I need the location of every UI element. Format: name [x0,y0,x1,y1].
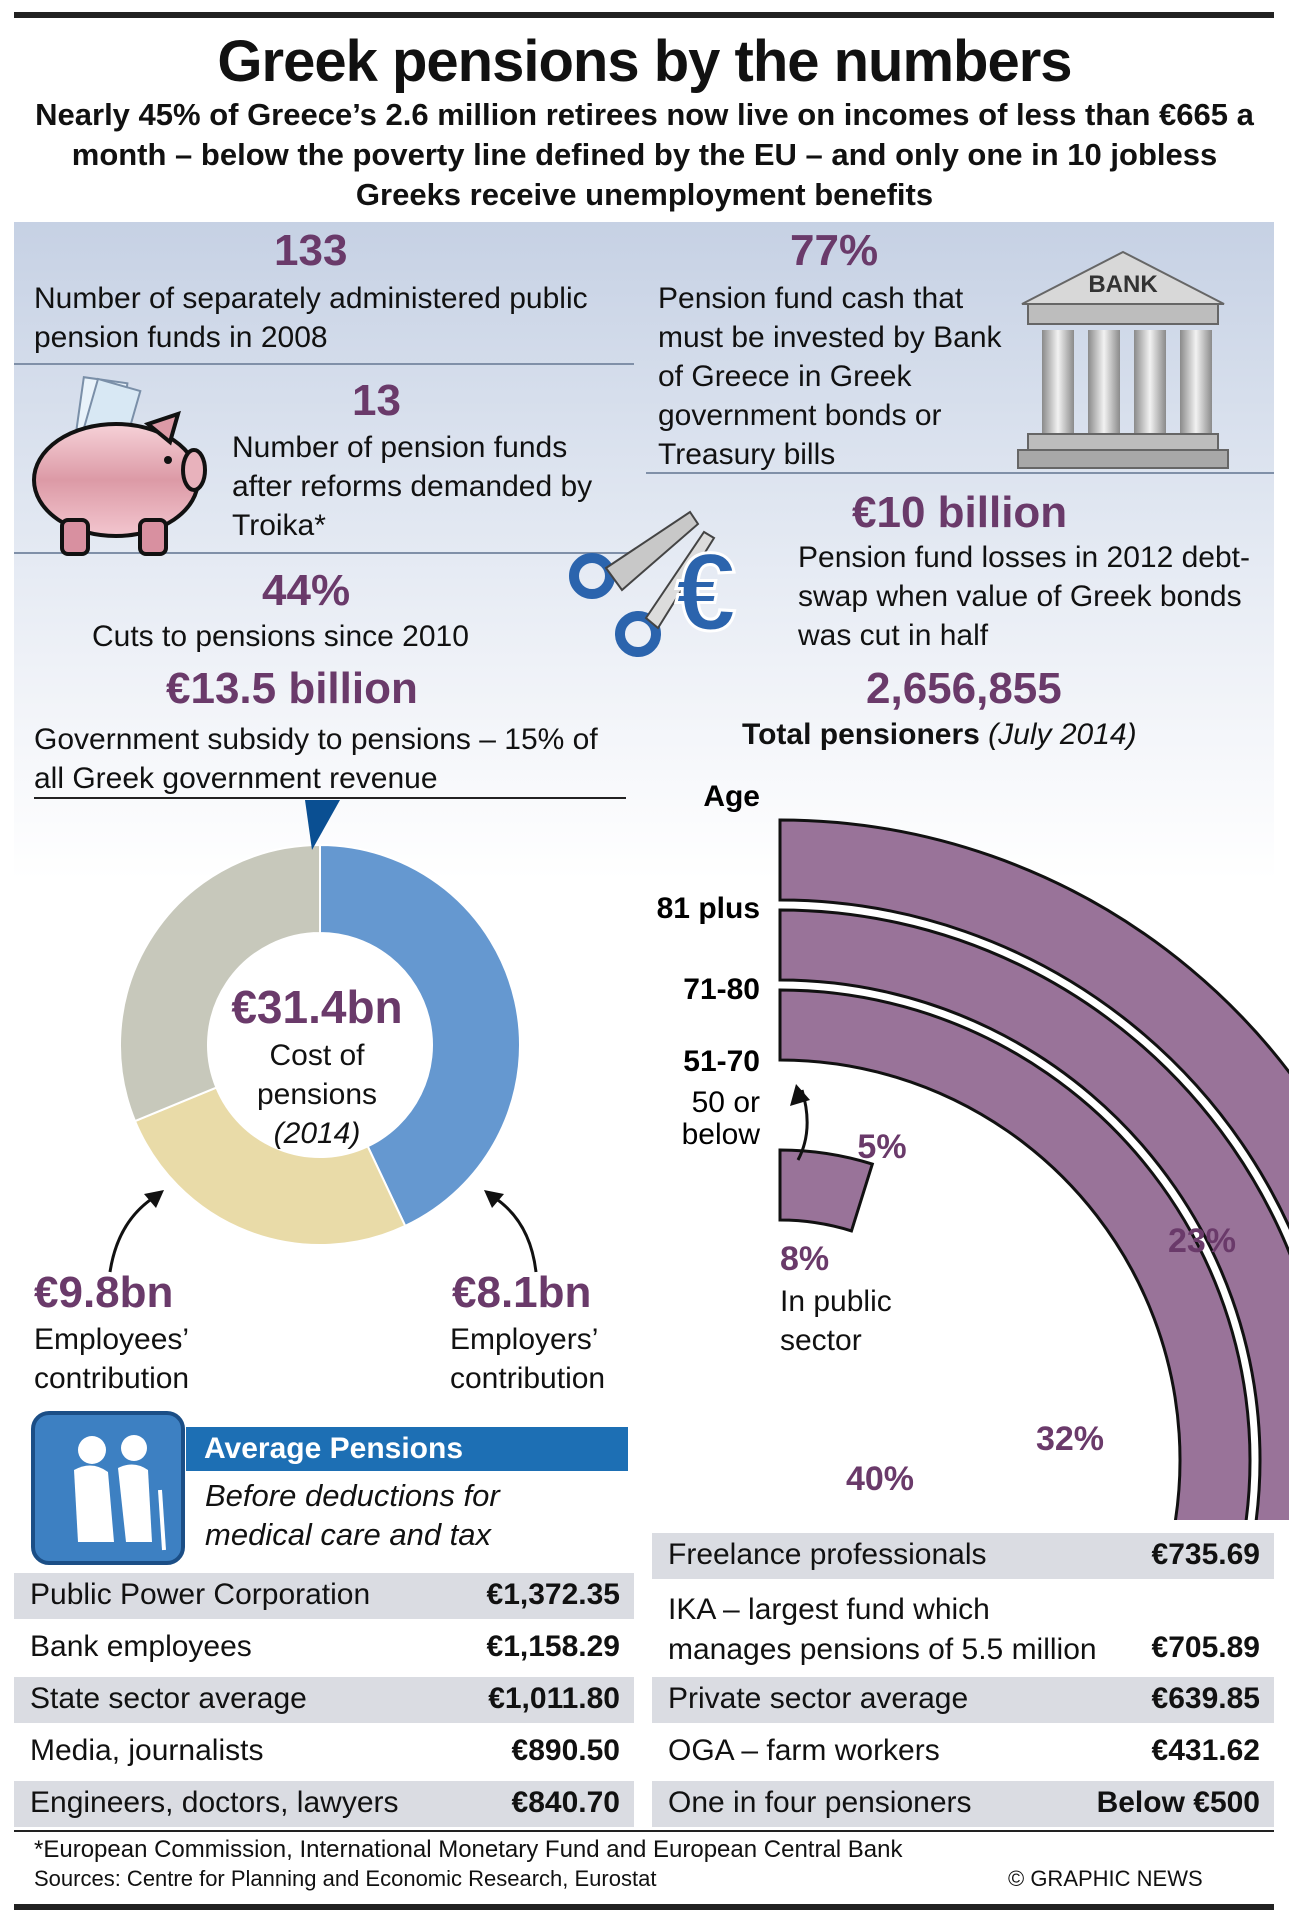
table-row [652,1677,1274,1723]
pension-group: Freelance professionals [668,1538,987,1571]
footnote: *European Commission, International Monetary Fund and European Central Bank [34,1836,903,1863]
pensioners-total: 2,656,855 [866,664,1062,713]
invested-text: Pension fund cash that must be invested by Bank of Greece in Greek government bonds or Treasury bills [658,282,1002,471]
invested-value: 77% [790,226,879,275]
elderly-couple-icon [30,1410,186,1566]
employees-text: Employees’ contribution [34,1323,190,1395]
subtitle-line-1: Before deductions for [205,1478,500,1513]
pension-group: State sector average [30,1682,307,1715]
pension-amount: €840.70 [511,1786,620,1819]
pension-group: Bank employees [30,1630,252,1663]
sources: Sources: Centre for Planning and Economic Research, Eurostat [34,1866,657,1891]
euro-symbol: € [675,531,737,654]
pension-amount: €431.62 [1151,1734,1260,1767]
pension-group: One in four pensioners [668,1786,972,1819]
pension-group: Public Power Corporation [30,1578,371,1611]
table-row [652,1781,1274,1827]
pension-amount: €1,372.35 [486,1578,620,1611]
table-row [14,1677,634,1723]
age-label: 81 plus [656,892,760,925]
age-pct-label: 40% [845,1460,915,1498]
pension-amount: €639.85 [1151,1682,1260,1715]
table-row [14,1625,634,1671]
pensioners-date: (July 2014) [988,718,1137,751]
subsidy-value: €13.5 billion [166,664,418,713]
employers-text: Employers’ contribution [450,1323,606,1395]
losses-value: €10 billion [852,488,1068,537]
table-row [652,1585,1274,1671]
table-row [14,1573,634,1619]
subsidy-text: Government subsidy to pensions – 15% of all Greek government revenue [34,723,598,795]
pension-amount: Below €500 [1096,1786,1260,1819]
pension-amount: €735.69 [1151,1538,1260,1571]
funds-after-value: 13 [352,376,401,425]
age-label: below [681,1118,760,1151]
age-bar-chart [630,760,1289,1520]
funds-2008-value: 133 [274,226,348,275]
pension-group: OGA – farm workers [668,1734,940,1767]
page-subtitle: Nearly 45% of Greece’s 2.6 million retirees now live on incomes of less than €665 a month – below the poverty line defined by the EU – and only one in 10 jobless Greeks receive unemployment benefits [35,97,1254,212]
public-sector-value: 8% [780,1240,830,1278]
age-label-line1: 50 or [691,1086,760,1119]
credit: © GRAPHIC NEWS [1008,1866,1203,1891]
bottom-rule [14,1904,1274,1910]
footer-rule [14,1830,1274,1832]
age-pct-label: 32% [1035,1420,1105,1458]
cuts-value: 44% [262,566,351,615]
pensioners-caption [742,718,1137,752]
subtitle-line-2: medical care and tax [205,1517,492,1552]
table-row [14,1781,634,1827]
age-label: 71-80 [683,973,760,1006]
table-row [652,1533,1274,1579]
average-pensions-subtitle [205,1476,500,1554]
page-title: Greek pensions by the numbers [217,29,1072,94]
losses-text: Pension fund losses in 2012 debt-swap when value of Greek bonds was cut in half [798,541,1250,652]
pension-group: Private sector average [668,1682,969,1715]
contribution-arrows [60,1180,580,1280]
table-row [14,1729,634,1775]
pensioners-label: Total pensioners [742,718,980,751]
employees-value: €9.8bn [34,1268,174,1317]
table-row [652,1729,1274,1775]
donut-center-text: Cost of pensions [256,1039,378,1111]
pension-amount: €890.50 [511,1734,620,1767]
donut-center-year: (2014) [273,1117,361,1150]
divider [14,363,634,365]
age-label: 51-70 [683,1045,760,1078]
employers-value: €8.1bn [452,1268,592,1317]
age-pct-label: 5% [857,1128,907,1166]
bank-building-icon [1014,248,1232,474]
pension-group: Engineers, doctors, lawyers [30,1786,399,1819]
bank-label: BANK [1088,271,1158,298]
cuts-text: Cuts to pensions since 2010 [92,620,469,653]
age-pct-label: 23% [1167,1222,1237,1260]
subsidy-pointer [305,800,340,850]
public-sector-text: In public sector [780,1285,892,1357]
pension-group: IKA – largest fund which manages pensions of 5.5 million [668,1593,1097,1666]
scissors-euro-icon [566,510,756,670]
funds-after-text: Number of pension funds after reforms demanded by Troika* [232,431,593,542]
pension-group: Media, journalists [30,1734,264,1767]
pension-amount: €705.89 [1151,1631,1260,1664]
funds-2008-text: Number of separately administered public pension funds in 2008 [34,282,588,354]
age-axis-title: Age [703,780,760,813]
donut-center-value: €31.4bn [231,981,403,1033]
pension-amount: €1,158.29 [486,1630,620,1663]
top-rule [14,12,1274,18]
piggy-bank-icon [28,372,208,562]
pension-amount: €1,011.80 [488,1682,620,1715]
average-pensions-heading: Average Pensions [186,1427,628,1471]
